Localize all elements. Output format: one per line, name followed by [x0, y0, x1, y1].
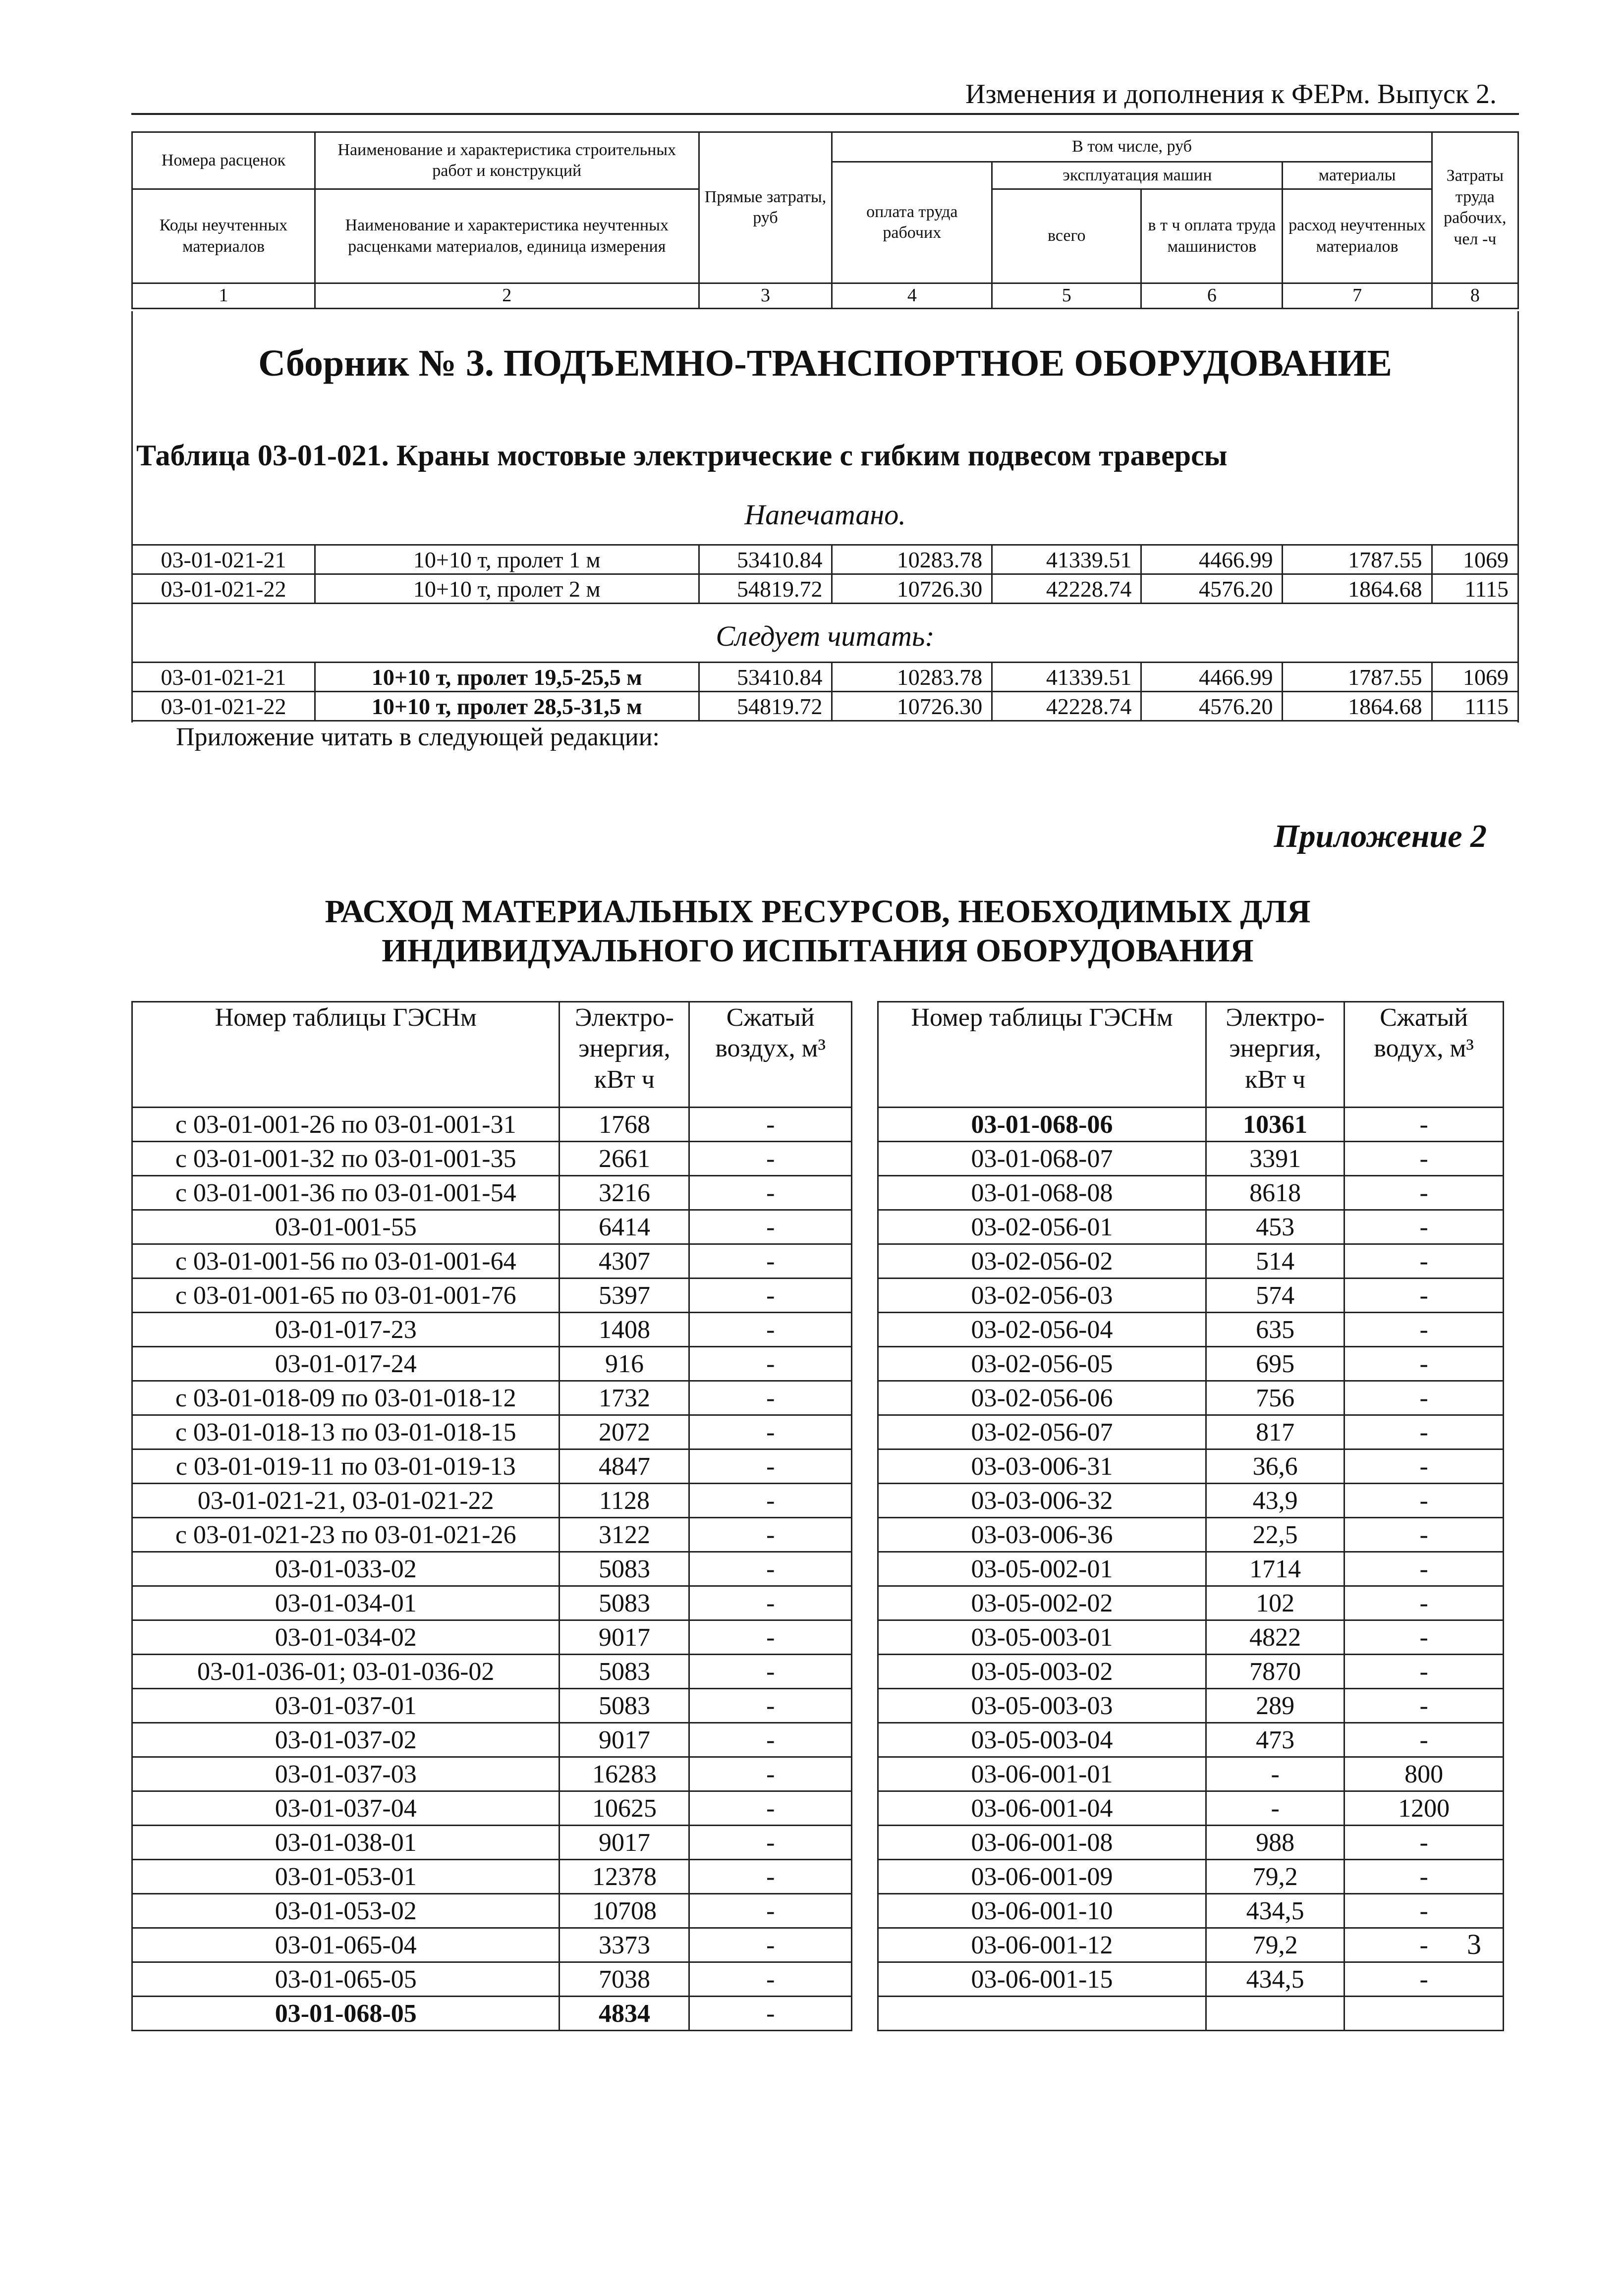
resource-electricity: 453	[1206, 1210, 1344, 1244]
resource-electricity: 7870	[1206, 1655, 1344, 1689]
rate-value: 41339.51	[992, 663, 1141, 692]
resource-table-number: 03-05-002-01	[878, 1552, 1206, 1586]
res-header-table-no: Номер таблицы ГЭСНм	[132, 1002, 560, 1108]
col-header-material-names: Наименование и характеристика неучтенных расценками материалов, единица измерения	[315, 189, 699, 283]
resource-electricity: 1768	[560, 1108, 689, 1142]
rate-description: 10+10 т, пролет 28,5-31,5 м	[315, 692, 699, 721]
resource-compressed-air: -	[1344, 1244, 1504, 1279]
rate-value: 1864.68	[1283, 574, 1432, 604]
col-num: 2	[315, 283, 699, 309]
resource-row	[132, 1449, 852, 1484]
rate-code: 03-01-021-22	[132, 574, 315, 604]
resource-electricity: 473	[1206, 1723, 1344, 1757]
resource-electricity: 434,5	[1206, 1894, 1344, 1928]
rate-value: 1864.68	[1283, 692, 1432, 721]
resource-electricity: 9017	[560, 1826, 689, 1860]
resource-compressed-air: -	[1344, 1484, 1504, 1518]
resource-table-number: с 03-01-019-11 по 03-01-019-13	[132, 1449, 560, 1484]
resource-table-number: 03-02-056-06	[878, 1381, 1206, 1415]
resource-compressed-air: -	[689, 1279, 852, 1313]
col-num: 8	[1432, 283, 1518, 309]
resource-table-number: 03-05-003-02	[878, 1655, 1206, 1689]
col-num: 4	[832, 283, 992, 309]
resource-row	[132, 1723, 852, 1757]
table-title: Таблица 03-01-021. Краны мостовые электрические с гибким подвесом траверсы	[136, 439, 1228, 472]
resource-compressed-air: -	[689, 1620, 852, 1655]
res-header-air: Сжатый воздух, м³	[689, 1002, 852, 1108]
col-header-rate-numbers: Номера расценок	[132, 132, 315, 189]
resource-compressed-air: -	[689, 1244, 852, 1279]
resource-table-number: с 03-01-001-32 по 03-01-001-35	[132, 1142, 560, 1176]
resource-table-number: 03-01-033-02	[132, 1552, 560, 1586]
resource-compressed-air: -	[689, 1826, 852, 1860]
col-header-machines-total: всего	[992, 189, 1141, 283]
rate-value: 1115	[1432, 692, 1518, 721]
col-num: 3	[699, 283, 832, 309]
resource-table-number: 03-06-001-04	[878, 1791, 1206, 1826]
resource-compressed-air: -	[1344, 1415, 1504, 1449]
resource-table-number: 03-01-065-04	[132, 1928, 560, 1962]
appendix-note: Приложение читать в следующей редакции:	[176, 723, 660, 751]
col-header-material-codes: Коды неучтенных материалов	[132, 189, 315, 283]
resource-row	[132, 1313, 852, 1347]
col-num: 1	[132, 283, 315, 309]
resource-compressed-air: -	[1344, 1449, 1504, 1484]
resource-compressed-air: -	[689, 1313, 852, 1347]
resource-compressed-air: -	[689, 1552, 852, 1586]
rate-value: 4576.20	[1141, 692, 1283, 721]
rate-row	[132, 545, 1518, 574]
resource-compressed-air: -	[689, 1586, 852, 1620]
rate-value: 1787.55	[1283, 545, 1432, 574]
resource-compressed-air: -	[689, 1210, 852, 1244]
resource-table-number: с 03-01-001-56 по 03-01-001-64	[132, 1244, 560, 1279]
resource-electricity: 5083	[560, 1586, 689, 1620]
resource-electricity: 5397	[560, 1279, 689, 1313]
resource-row	[878, 1313, 1504, 1347]
rate-value: 54819.72	[699, 692, 832, 721]
rate-value: 10726.30	[832, 574, 992, 604]
col-header-machinist-pay: в т ч оплата труда машинистов	[1141, 189, 1283, 283]
resource-electricity: 3373	[560, 1928, 689, 1962]
rate-value: 10283.78	[832, 663, 992, 692]
resource-electricity: 36,6	[1206, 1449, 1344, 1484]
rate-value: 53410.84	[699, 545, 832, 574]
collection-title: Сборник № 3. ПОДЪЕМНО-ТРАНСПОРТНОЕ ОБОРУДОВАНИЕ	[258, 342, 1392, 384]
appendix-title	[149, 892, 1487, 970]
rate-value: 53410.84	[699, 663, 832, 692]
resource-table-number: с 03-01-001-36 по 03-01-001-54	[132, 1176, 560, 1210]
rate-description: 10+10 т, пролет 19,5-25,5 м	[315, 663, 699, 692]
resource-compressed-air: -	[689, 1381, 852, 1415]
resource-electricity: 756	[1206, 1381, 1344, 1415]
rate-value: 1069	[1432, 545, 1518, 574]
resource-electricity: 635	[1206, 1313, 1344, 1347]
resource-row	[132, 1347, 852, 1381]
resource-electricity: 4307	[560, 1244, 689, 1279]
resource-electricity: 988	[1206, 1826, 1344, 1860]
resource-table-number: 03-02-056-07	[878, 1415, 1206, 1449]
resource-row	[132, 1586, 852, 1620]
resource-table-number: 03-01-037-02	[132, 1723, 560, 1757]
resource-electricity: 2072	[560, 1415, 689, 1449]
resource-table-number: с 03-01-001-26 по 03-01-001-31	[132, 1108, 560, 1142]
rate-row	[132, 692, 1518, 721]
resource-row	[132, 1791, 852, 1826]
resource-compressed-air: -	[1344, 1655, 1504, 1689]
resource-compressed-air: -	[689, 1142, 852, 1176]
rate-value: 41339.51	[992, 545, 1141, 574]
resource-electricity: 3122	[560, 1518, 689, 1552]
resource-table-number: 03-01-037-04	[132, 1791, 560, 1826]
res-header-table-no: Номер таблицы ГЭСНм	[878, 1002, 1206, 1108]
resource-compressed-air: -	[689, 1449, 852, 1484]
resource-row	[878, 1757, 1504, 1791]
res-header-energy: Электро- энергия, кВт ч	[1206, 1002, 1344, 1108]
resource-compressed-air: -	[689, 1962, 852, 1997]
resource-electricity: 10625	[560, 1791, 689, 1826]
resource-row	[878, 1552, 1504, 1586]
resource-table-number: 03-02-056-01	[878, 1210, 1206, 1244]
resource-table-number: 03-02-056-05	[878, 1347, 1206, 1381]
resource-table-number: 03-01-017-24	[132, 1347, 560, 1381]
rate-description: 10+10 т, пролет 2 м	[315, 574, 699, 604]
rate-value: 1787.55	[1283, 663, 1432, 692]
appendix-title-line: РАСХОД МАТЕРИАЛЬНЫХ РЕСУРСОВ, НЕОБХОДИМЫХ ДЛЯ	[325, 893, 1311, 930]
resource-compressed-air: -	[1344, 1347, 1504, 1381]
resource-row	[132, 1279, 852, 1313]
resource-electricity: 514	[1206, 1244, 1344, 1279]
resource-electricity: -	[1206, 1757, 1344, 1791]
resource-compressed-air: -	[689, 1347, 852, 1381]
resource-row	[878, 1518, 1504, 1552]
resource-table-number: 03-06-001-12	[878, 1928, 1206, 1962]
resource-compressed-air: -	[1344, 1894, 1504, 1928]
printed-label: Напечатано.	[744, 499, 906, 531]
resource-electricity: 5083	[560, 1552, 689, 1586]
resource-row	[132, 1620, 852, 1655]
resource-table-number: 03-03-006-32	[878, 1484, 1206, 1518]
resource-table-number: с 03-01-021-23 по 03-01-021-26	[132, 1518, 560, 1552]
rate-row	[132, 574, 1518, 604]
resource-row	[132, 1176, 852, 1210]
resource-electricity: 9017	[560, 1620, 689, 1655]
resource-table-number: 03-01-068-06	[878, 1108, 1206, 1142]
resource-compressed-air: -	[689, 1997, 852, 2031]
resource-row	[878, 1723, 1504, 1757]
resource-compressed-air: -	[1344, 1381, 1504, 1415]
resource-compressed-air: -	[1344, 1928, 1504, 1962]
resource-table-number: 03-01-068-08	[878, 1176, 1206, 1210]
col-num: 5	[992, 283, 1141, 309]
resource-row	[132, 1108, 852, 1142]
rate-value: 4466.99	[1141, 663, 1283, 692]
resource-electricity: 817	[1206, 1415, 1344, 1449]
rate-value: 42228.74	[992, 692, 1141, 721]
resource-row	[878, 1962, 1504, 1997]
resource-table-number: 03-01-036-01; 03-01-036-02	[132, 1655, 560, 1689]
col-header-labor-pay: оплата труда рабочих	[832, 162, 992, 283]
resource-table-number: 03-01-053-02	[132, 1894, 560, 1928]
column-header-table	[131, 131, 1519, 309]
col-header-direct-costs: Прямые затраты, руб	[699, 132, 832, 283]
resource-compressed-air: -	[1344, 1108, 1504, 1142]
resource-table-number: 03-05-003-04	[878, 1723, 1206, 1757]
resource-compressed-air: -	[689, 1484, 852, 1518]
resource-compressed-air	[1344, 1997, 1504, 2031]
corrected-rates-table	[131, 662, 1519, 722]
resources-table-left	[131, 1001, 852, 2031]
resource-compressed-air: -	[689, 1415, 852, 1449]
resource-compressed-air: -	[1344, 1552, 1504, 1586]
col-header-including: В том числе, руб	[832, 132, 1432, 162]
resource-row	[132, 1484, 852, 1518]
rate-value: 4466.99	[1141, 545, 1283, 574]
resource-row	[878, 1142, 1504, 1176]
resource-compressed-air: -	[1344, 1142, 1504, 1176]
resource-electricity	[1206, 1997, 1344, 2031]
rate-code: 03-01-021-22	[132, 692, 315, 721]
resource-row	[132, 1210, 852, 1244]
should-read-label: Следует читать:	[716, 620, 935, 652]
resource-electricity: 695	[1206, 1347, 1344, 1381]
header-rule	[131, 113, 1519, 115]
resource-table-number: с 03-01-018-09 по 03-01-018-12	[132, 1381, 560, 1415]
resource-electricity: 1732	[560, 1381, 689, 1415]
running-header: Изменения и дополнения к ФЕРм. Выпуск 2.	[965, 79, 1497, 110]
col-header-materials: материалы	[1283, 162, 1432, 189]
col-header-labor-cost: Затраты труда рабочих, чел -ч	[1432, 132, 1518, 283]
resource-compressed-air: -	[689, 1894, 852, 1928]
resources-table-right	[877, 1001, 1504, 2031]
resource-row	[878, 1210, 1504, 1244]
resource-row	[878, 1826, 1504, 1860]
resource-compressed-air: -	[689, 1689, 852, 1723]
resource-table-number: 03-05-003-01	[878, 1620, 1206, 1655]
col-header-machines: эксплуатация машин	[992, 162, 1283, 189]
resource-electricity: 4834	[560, 1997, 689, 2031]
resource-row	[878, 1244, 1504, 1279]
rate-value: 10283.78	[832, 545, 992, 574]
rate-row	[132, 663, 1518, 692]
resource-table-number: 03-05-003-03	[878, 1689, 1206, 1723]
resource-table-number: 03-01-053-01	[132, 1860, 560, 1894]
resource-electricity: 1408	[560, 1313, 689, 1347]
resource-table-number: 03-06-001-09	[878, 1860, 1206, 1894]
resource-row	[132, 1689, 852, 1723]
res-header-energy: Электро- энергия, кВт ч	[560, 1002, 689, 1108]
resource-electricity: 5083	[560, 1689, 689, 1723]
resource-electricity: 10361	[1206, 1108, 1344, 1142]
resource-compressed-air: -	[1344, 1723, 1504, 1757]
resource-table-number: 03-05-002-02	[878, 1586, 1206, 1620]
resource-row	[132, 1415, 852, 1449]
col-num: 7	[1283, 283, 1432, 309]
resource-electricity: 289	[1206, 1689, 1344, 1723]
resource-compressed-air: -	[1344, 1176, 1504, 1210]
resource-electricity: -	[1206, 1791, 1344, 1826]
resource-row	[132, 1552, 852, 1586]
resource-table-number: с 03-01-001-65 по 03-01-001-76	[132, 1279, 560, 1313]
resource-compressed-air: -	[689, 1723, 852, 1757]
resource-row	[132, 1757, 852, 1791]
resource-row	[878, 1449, 1504, 1484]
resource-row	[878, 1586, 1504, 1620]
resource-row	[878, 1689, 1504, 1723]
rate-value: 1069	[1432, 663, 1518, 692]
resource-electricity: 916	[560, 1347, 689, 1381]
resource-row	[132, 1655, 852, 1689]
resource-electricity: 43,9	[1206, 1484, 1344, 1518]
resource-row	[132, 1962, 852, 1997]
resource-compressed-air: -	[1344, 1620, 1504, 1655]
rate-code: 03-01-021-21	[132, 663, 315, 692]
rate-value: 42228.74	[992, 574, 1141, 604]
resource-row	[878, 1176, 1504, 1210]
resource-compressed-air: 1200	[1344, 1791, 1504, 1826]
resource-table-number: 03-01-017-23	[132, 1313, 560, 1347]
appendix-label: Приложение 2	[1274, 818, 1487, 854]
resource-table-number: 03-06-001-08	[878, 1826, 1206, 1860]
resource-compressed-air: -	[689, 1860, 852, 1894]
resource-row	[132, 1860, 852, 1894]
resource-table-number: 03-01-021-21, 03-01-021-22	[132, 1484, 560, 1518]
resource-electricity: 4822	[1206, 1620, 1344, 1655]
resource-table-number: 03-02-056-03	[878, 1279, 1206, 1313]
resource-electricity: 16283	[560, 1757, 689, 1791]
resource-electricity: 3391	[1206, 1142, 1344, 1176]
resource-electricity: 2661	[560, 1142, 689, 1176]
resource-row	[132, 1142, 852, 1176]
resource-table-number: 03-01-001-55	[132, 1210, 560, 1244]
resource-electricity: 7038	[560, 1962, 689, 1997]
resource-table-number	[878, 1997, 1206, 2031]
resource-electricity: 8618	[1206, 1176, 1344, 1210]
resource-row	[878, 1928, 1504, 1962]
resource-compressed-air: -	[689, 1655, 852, 1689]
resource-electricity: 102	[1206, 1586, 1344, 1620]
resource-electricity: 1128	[560, 1484, 689, 1518]
resource-table-number: 03-01-034-02	[132, 1620, 560, 1655]
resource-table-number: 03-01-038-01	[132, 1826, 560, 1860]
resource-row	[878, 1860, 1504, 1894]
resource-table-number: 03-02-056-04	[878, 1313, 1206, 1347]
resource-compressed-air: -	[1344, 1689, 1504, 1723]
resource-row	[132, 1928, 852, 1962]
resource-row	[878, 1655, 1504, 1689]
resource-row	[132, 1997, 852, 2031]
resource-compressed-air: -	[1344, 1826, 1504, 1860]
rate-description: 10+10 т, пролет 1 м	[315, 545, 699, 574]
printed-rates-table	[131, 544, 1519, 604]
resource-table-number: с 03-01-018-13 по 03-01-018-15	[132, 1415, 560, 1449]
resource-table-number: 03-06-001-10	[878, 1894, 1206, 1928]
resource-table-number: 03-01-065-05	[132, 1962, 560, 1997]
resource-compressed-air: -	[689, 1518, 852, 1552]
resource-table-number: 03-01-037-03	[132, 1757, 560, 1791]
rate-value: 10726.30	[832, 692, 992, 721]
resource-row	[878, 1791, 1504, 1826]
resource-row	[132, 1381, 852, 1415]
resource-table-number: 03-02-056-02	[878, 1244, 1206, 1279]
resource-compressed-air: -	[689, 1757, 852, 1791]
rate-code: 03-01-021-21	[132, 545, 315, 574]
resource-table-number: 03-03-006-31	[878, 1449, 1206, 1484]
resource-row	[878, 1484, 1504, 1518]
resource-electricity: 22,5	[1206, 1518, 1344, 1552]
resource-row	[878, 1279, 1504, 1313]
res-header-air: Сжатый водух, м³	[1344, 1002, 1504, 1108]
resource-table-number: 03-01-037-01	[132, 1689, 560, 1723]
col-header-work-name: Наименование и характеристика строительных работ и конструкций	[315, 132, 699, 189]
resource-electricity: 79,2	[1206, 1860, 1344, 1894]
resource-compressed-air: -	[689, 1928, 852, 1962]
resource-electricity: 4847	[560, 1449, 689, 1484]
page-number: 3	[1467, 1928, 1481, 1960]
resource-row	[878, 1415, 1504, 1449]
resource-compressed-air: -	[1344, 1962, 1504, 1997]
resource-row	[132, 1518, 852, 1552]
resource-table-number: 03-06-001-01	[878, 1757, 1206, 1791]
resource-row	[132, 1244, 852, 1279]
resource-row	[132, 1894, 852, 1928]
resource-row	[878, 1894, 1504, 1928]
resource-row	[878, 1997, 1504, 2031]
appendix-title-line: ИНДИВИДУАЛЬНОГО ИСПЫТАНИЯ ОБОРУДОВАНИЯ	[382, 933, 1254, 969]
resource-electricity: 574	[1206, 1279, 1344, 1313]
resource-compressed-air: -	[1344, 1210, 1504, 1244]
col-header-unaccounted-materials: расход неучтенных материалов	[1283, 189, 1432, 283]
resource-compressed-air: -	[1344, 1313, 1504, 1347]
resource-compressed-air: -	[1344, 1860, 1504, 1894]
col-num: 6	[1141, 283, 1283, 309]
resource-electricity: 12378	[560, 1860, 689, 1894]
resource-compressed-air: 800	[1344, 1757, 1504, 1791]
resource-compressed-air: -	[1344, 1279, 1504, 1313]
resource-electricity: 5083	[560, 1655, 689, 1689]
resource-table-number: 03-01-068-05	[132, 1997, 560, 2031]
resource-table-number: 03-01-068-07	[878, 1142, 1206, 1176]
resource-row	[878, 1381, 1504, 1415]
resource-table-number: 03-06-001-15	[878, 1962, 1206, 1997]
resource-row	[878, 1620, 1504, 1655]
rate-value: 1115	[1432, 574, 1518, 604]
resource-electricity: 434,5	[1206, 1962, 1344, 1997]
resource-table-number: 03-01-034-01	[132, 1586, 560, 1620]
resource-electricity: 9017	[560, 1723, 689, 1757]
resource-compressed-air: -	[689, 1108, 852, 1142]
resource-electricity: 10708	[560, 1894, 689, 1928]
resource-electricity: 1714	[1206, 1552, 1344, 1586]
resource-compressed-air: -	[1344, 1518, 1504, 1552]
rate-value: 54819.72	[699, 574, 832, 604]
resource-table-number: 03-03-006-36	[878, 1518, 1206, 1552]
resource-compressed-air: -	[689, 1176, 852, 1210]
resource-electricity: 6414	[560, 1210, 689, 1244]
resource-compressed-air: -	[1344, 1586, 1504, 1620]
resource-electricity: 79,2	[1206, 1928, 1344, 1962]
resource-compressed-air: -	[689, 1791, 852, 1826]
rate-value: 4576.20	[1141, 574, 1283, 604]
resource-row	[878, 1108, 1504, 1142]
resource-row	[878, 1347, 1504, 1381]
resource-row	[132, 1826, 852, 1860]
resource-electricity: 3216	[560, 1176, 689, 1210]
